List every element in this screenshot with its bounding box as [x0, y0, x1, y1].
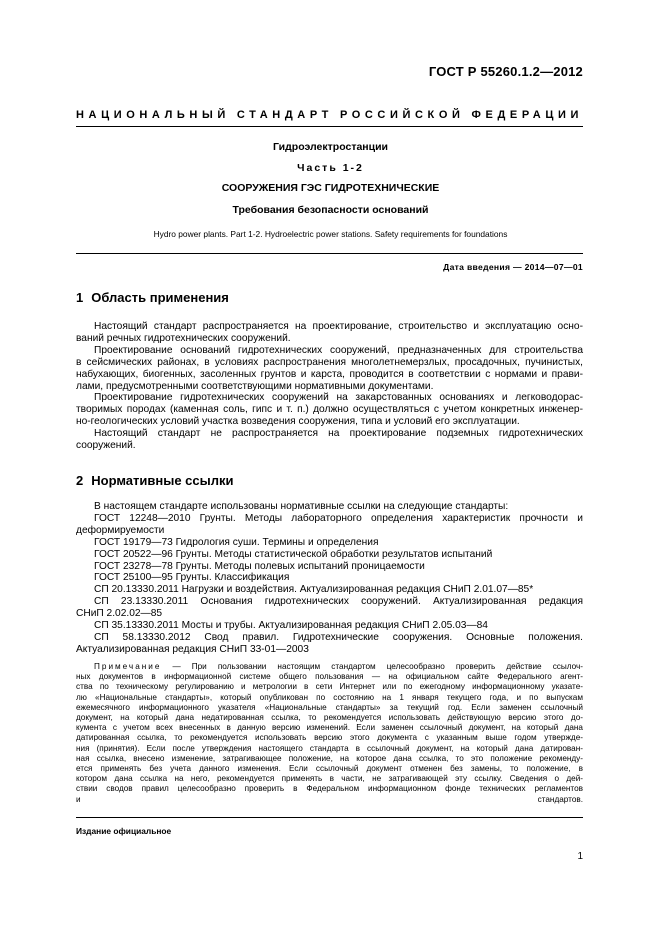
- section-1-heading: [76, 290, 229, 305]
- footer-rule: [76, 817, 583, 818]
- national-standard-header: [76, 109, 583, 121]
- text-line: В настоящем стандарте использованы нормативные ссылки на следующие стандарты:: [94, 501, 509, 512]
- section-2-heading: [76, 473, 233, 488]
- title-rule: [76, 253, 583, 254]
- text-line: Проектирование гидротехнических сооружений на закарстованных основаниях и легководорас-: [94, 392, 583, 404]
- text-line: сооружений.: [76, 440, 136, 452]
- text-line: набухающих, биогенных, засоленных грунтов и карста, проводится в соответствии с нормами и прави-: [76, 368, 583, 380]
- text-line: но-геологических условий участка возведения сооружения, типа и условий его эксплуатации.: [76, 416, 520, 428]
- reference-line: ГОСТ 19179—73 Гидрология суши. Термины и определения: [94, 536, 379, 548]
- reference-line: СП 35.13330.2011 Мосты и трубы. Актуализированная редакция СНиП 2.05.03—84: [94, 620, 488, 632]
- note-line: ная ссылка, внесено изменение, затрагивающее положение, на которое дана ссылка, то это положение рекоменду-: [76, 753, 583, 763]
- section-number: 2: [76, 473, 84, 488]
- title-subtitle: СООРУЖЕНИЯ ГЭС ГИДРОТЕХНИЧЕСКИЕ: [221, 182, 440, 194]
- note-line: ежемесячного информационного указателя «Национальные стандарты» за текущий год. Если заменен ссылочный: [76, 702, 583, 712]
- page-number: 1: [577, 851, 583, 862]
- introduction-date: Дата введения — 2014—07—01: [443, 262, 583, 272]
- section-number: 1: [76, 290, 84, 305]
- reference-line: ГОСТ 12248—2010 Грунты. Методы лабораторного определения характеристик прочности и: [94, 512, 583, 524]
- header-word: ФЕДЕРАЦИИ: [471, 109, 583, 121]
- reference-line: ГОСТ 25100—95 Грунты. Классификация: [94, 572, 290, 584]
- section-title: Область применения: [91, 290, 229, 305]
- text-line: в сейсмических районах, в условиях распространения многолетнемерзлых, просадочных, пучинистых,: [76, 356, 583, 368]
- text-line: Настоящий стандарт распространяется на проектирование, строительство и эксплуатацию осно-: [94, 321, 583, 332]
- text-line: ваний речных гидротехнических сооружений.: [76, 332, 291, 344]
- note-text: — При пользовании настоящим стандартом целесообразно проверить действие ссылоч-: [161, 662, 583, 671]
- note-line: ствии сводов правил целесообразно проверить в Федеральном информационном фонде технических регламентов: [76, 784, 583, 794]
- note-line: ния (принятия). Если после утверждения настоящего стандарта в ссылочный документ, на который дана датирован-: [76, 743, 583, 753]
- note-label: Примечание: [94, 662, 162, 671]
- header-word: НАЦИОНАЛЬНЫЙ: [76, 109, 230, 121]
- document-id: ГОСТ Р 55260.1.2—2012: [428, 64, 583, 79]
- note-line: котором дана ссылка на него, рекомендуется применять в части, не затрагивающей эту ссылку. Сведения о дей-: [76, 774, 583, 784]
- text-line: творимых породах (каменная соль, гипс и т. п.) должно осуществляться с учетом конкретных инженер-: [76, 404, 583, 416]
- header-rule: [76, 126, 583, 127]
- reference-line: СП 58.13330.2012 Свод правил. Гидротехнические сооружения. Основные положения.: [94, 631, 583, 643]
- note-line: датированная ссылка, то рекомендуется использовать версию этого документа с указанным выше годом утвержде-: [76, 733, 583, 743]
- note-line: [76, 662, 583, 672]
- note-line: документ, на который дана недатированная ссылка, то рекомендуется использовать действующую версию этого до-: [76, 713, 583, 723]
- reference-line: деформируемости: [76, 524, 165, 536]
- text-line: лами, предусмотренными соответствующими нормативными документами.: [76, 380, 434, 392]
- section-2-body: [76, 501, 583, 656]
- note-line: и стандартов.: [76, 794, 583, 804]
- title-english: Hydro power plants. Part 1-2. Hydroelectric power stations. Safety requirements for foundations: [153, 229, 508, 239]
- note-line: ства по техническому регулированию и метрологии в сети Интернет или по ежегодному информационному указате-: [76, 682, 583, 692]
- edition-label: Издание официальное: [76, 826, 172, 836]
- reference-line: СП 20.13330.2011 Нагрузки и воздействия. Актуализированная редакция СНиП 2.01.07—85*: [94, 584, 534, 596]
- text-line: Настоящий стандарт не распространяется на проектирование подземных гидротехнических: [94, 428, 583, 440]
- text-line: Проектирование оснований гидротехнических сооружений, предназначенных для строительства: [94, 344, 583, 356]
- title-part: Часть 1-2: [297, 162, 364, 174]
- title-requirements: Требования безопасности оснований: [232, 204, 429, 216]
- reference-line: СП 23.13330.2011 Основания гидротехнических сооружений. Актуализированная редакция: [94, 596, 583, 608]
- reference-line: Актуализированная редакция СНиП 33-01—2003: [76, 643, 309, 655]
- reference-line: ГОСТ 20522—96 Грунты. Методы статистической обработки результатов испытаний: [94, 548, 493, 560]
- note-block: [76, 662, 583, 805]
- note-line: лю «Национальные стандарты», который опубликован по состоянию на 1 января текущего года, и по выпускам: [76, 692, 583, 702]
- note-line: ных документов в информационной системе общего пользования — на официальном сайте Федерального агент-: [76, 672, 583, 682]
- header-word: СТАНДАРТ: [236, 109, 333, 121]
- reference-line: СНиП 2.02.02—85: [76, 608, 163, 620]
- note-line: ется применять без учета данного изменения. Если ссылочный документ отменен без замены, то положение, в: [76, 764, 583, 774]
- section-title: Нормативные ссылки: [91, 473, 234, 488]
- header-word: РОССИЙСКОЙ: [339, 109, 465, 121]
- section-1-body: [76, 321, 583, 452]
- title-main: Гидроэлектростанции: [272, 141, 389, 153]
- reference-line: ГОСТ 23278—78 Грунты. Методы полевых испытаний проницаемости: [94, 560, 425, 572]
- note-line: кумента с учетом всех внесенных в данную версию изменений. Если заменен ссылочный документ, на который дана: [76, 723, 583, 733]
